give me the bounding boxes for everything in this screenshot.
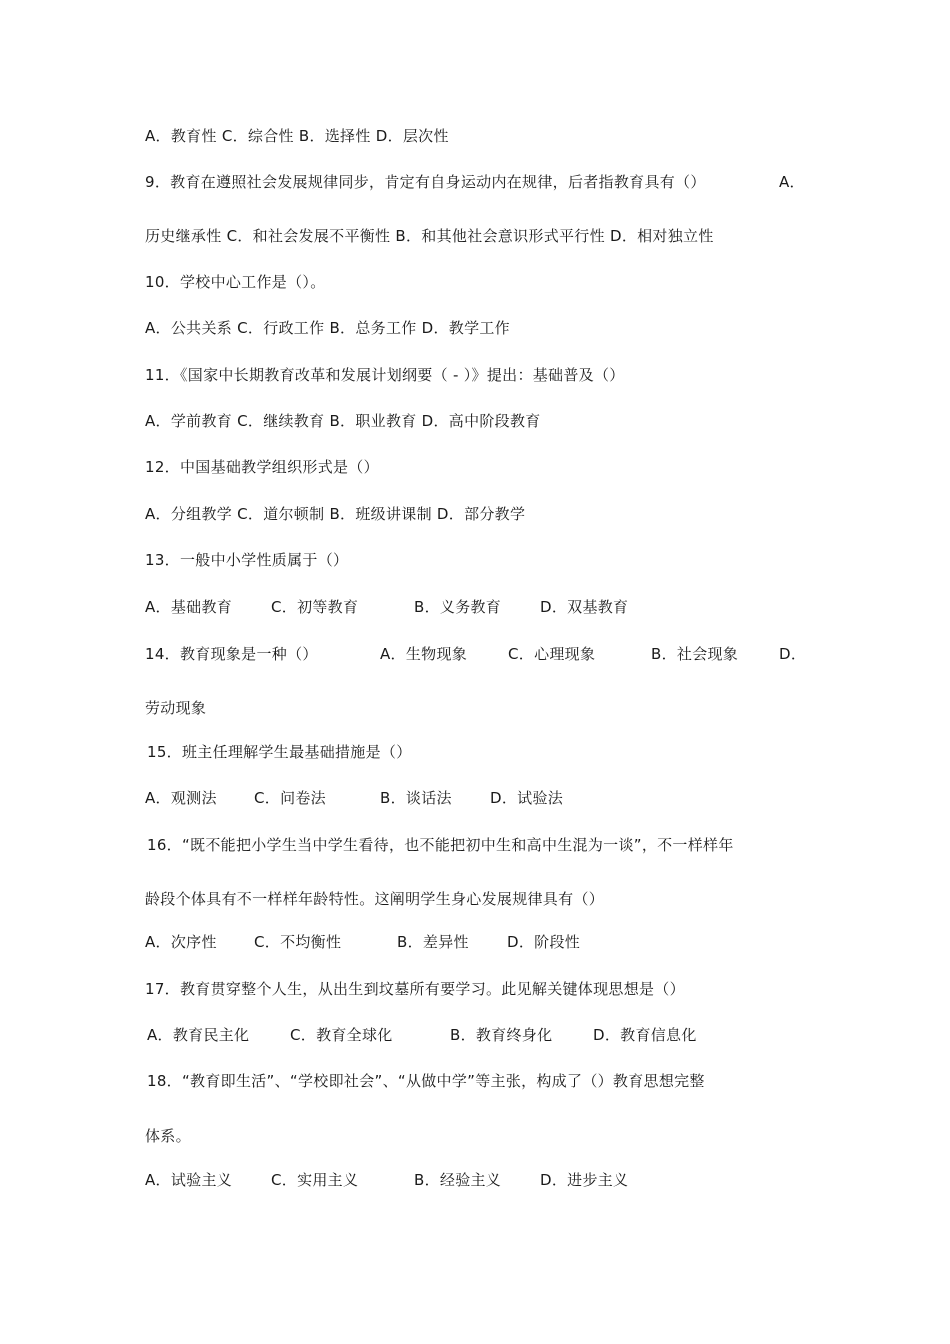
option-c: C．教育全球化 (290, 1026, 393, 1044)
option-d: D．进步主义 (540, 1171, 629, 1189)
option-d: D．教育信息化 (593, 1026, 697, 1044)
option-b: B．义务教育 (414, 598, 502, 616)
option-text: 历史继承性 C．和社会发展不平衡性 B．和其他社会意识形式平行性 D．相对独立性 (145, 227, 714, 245)
question-text: 13．一般中小学性质属于（） (145, 551, 349, 569)
option-a: A．次序性 (145, 933, 217, 951)
option-a-label: A． (779, 173, 805, 191)
option-b: B．教育终身化 (450, 1026, 553, 1044)
option-d-text: 劳动现象 (145, 699, 207, 717)
question-text: 15．班主任理解学生最基础措施是（） (147, 743, 412, 761)
option-b: B．经验主义 (414, 1171, 502, 1189)
option-c: C．不均衡性 (254, 933, 342, 951)
option-d-label: D． (779, 645, 807, 663)
option-c: C．实用主义 (271, 1171, 359, 1189)
option-b: B．社会现象 (651, 645, 739, 663)
option-c: C．初等教育 (271, 598, 359, 616)
option-b: B．差异性 (397, 933, 469, 951)
option-d: D．阶段性 (507, 933, 581, 951)
option-text: A．学前教育 C．继续教育 B．职业教育 D．高中阶段教育 (145, 412, 541, 430)
option-a: A．试验主义 (145, 1171, 233, 1189)
question-text: 14．教育现象是一种（） (145, 645, 318, 663)
option-text: A．教育性 C．综合性 B．选择性 D．层次性 (145, 127, 449, 145)
option-text: A．公共关系 C．行政工作 B．总务工作 D．教学工作 (145, 319, 510, 337)
question-text: 9．教育在遵照社会发展规律同步，肯定有自身运动内在规律，后者指教育具有（） (145, 173, 706, 191)
option-a: A．基础教育 (145, 598, 233, 616)
option-a: A．教育民主化 (147, 1026, 250, 1044)
question-text: 12．中国基础教学组织形式是（） (145, 458, 379, 476)
question-text: 11．《国家中长期教育改革和发展计划纲要（ - ）》提出：基础普及（） (145, 366, 625, 384)
question-text: 18．“教育即生活”、“学校即社会”、“从做中学”等主张，构成了（）教育思想完整 (147, 1072, 705, 1090)
question-text: 17．教育贯穿整个人生，从出生到坟墓所有要学习。此见解关键体现思想是（） (145, 980, 685, 998)
option-c: C．问卷法 (254, 789, 326, 807)
option-d: D．双基教育 (540, 598, 629, 616)
question-text: 16．“既不能把小学生当中学生看待，也不能把初中生和高中生混为一谈”，不一样样年 (147, 836, 734, 854)
option-text: A．分组教学 C．道尔顿制 B．班级讲课制 D．部分教学 (145, 505, 526, 523)
option-b: B．谈话法 (380, 789, 452, 807)
option-c: C．心理现象 (508, 645, 596, 663)
question-text: 10．学校中心工作是（）。 (145, 273, 326, 291)
question-text: 龄段个体具有不一样样年龄特性。这阐明学生身心发展规律具有（） (145, 890, 605, 908)
option-a: A．生物现象 (380, 645, 468, 663)
option-a: A．观测法 (145, 789, 217, 807)
question-text: 体系。 (145, 1127, 191, 1145)
option-d: D．试验法 (490, 789, 564, 807)
